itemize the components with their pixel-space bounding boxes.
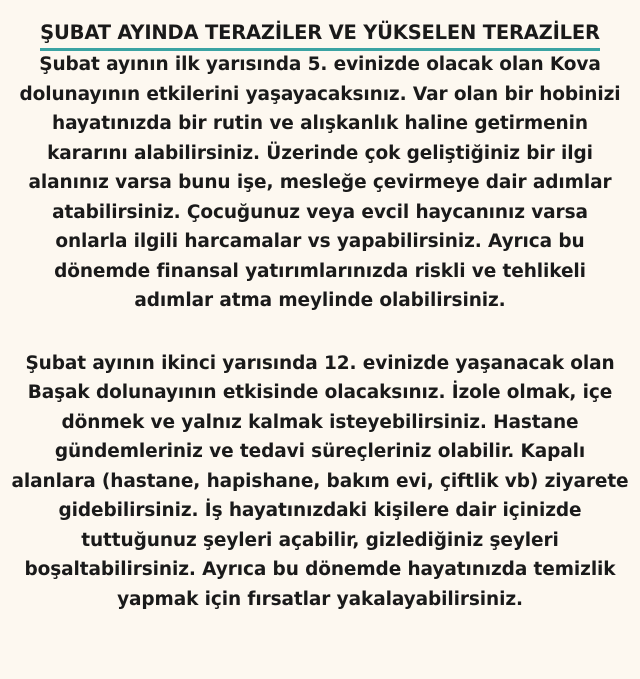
paragraph-line: alanınız varsa bunu işe, mesleğe çevirmeye dair adımlar [28,172,612,193]
paragraph-line: tuttuğunuz şeyleri açabilir, gizlediğiniz şeyleri [81,529,559,551]
paragraph-line: gündemleriniz ve tedavi süreçleriniz olabilir. Kapalı [54,441,586,462]
paragraph-line: Şubat ayının ikinci yarısında 12. evinizde yaşanacak olan [25,352,615,374]
paragraph-line: dönmek ve yalnız kalmak isteyebilirsiniz. Hastane [61,411,579,433]
paragraph-line: hayatınızda bir rutin ve alışkanlık haline getirmenin [52,113,588,134]
paragraph-line: adımlar atma meylinde olabilirsiniz. [134,290,506,311]
paragraph-line: atabilirsiniz. Çocuğunuz veya evcil haycanınız varsa [52,201,588,223]
paragraph-line: onlarla ilgili harcamalar vs yapabilirsiniz. Ayrıca bu [55,231,585,252]
paragraph-first-half [0,50,640,316]
paragraph-line: boşaltabilirsiniz. Ayrıca bu dönemde hayatınızda temizlik [24,559,616,580]
paragraph-line: alanlara (hastane, hapishane, bakım evi, çiftlik vb) ziyarete [11,470,629,492]
paragraph-line: dönemde finansal yatırımlarınızda riskli ve tehlikeli [54,260,586,282]
paragraph-spacer [0,316,640,349]
paragraph-line: dolunayının etkilerini yaşayacaksınız. Var olan bir hobinizi [19,83,621,105]
title-container [0,20,640,50]
paragraph-second-half [0,349,640,615]
page-title: ŞUBAT AYINDA TERAZİLER VE YÜKSELEN TERAZİLER [40,20,600,51]
paragraph-line: Başak dolunayının etkisinde olacaksınız. İzole olmak, içe [27,382,613,403]
paragraph-line: kararını alabilirsiniz. Üzerinde çok geliştiğiniz bir ilgi [47,142,593,164]
paragraph-line: gidebilirsiniz. İş hayatınızdaki kişilere dair içinizde [58,500,582,521]
paragraph-line: yapmak için fırsatlar yakalayabilirsiniz. [117,588,523,610]
paragraph-line: Şubat ayının ilk yarısında 5. evinizde olacak olan Kova [39,54,601,75]
